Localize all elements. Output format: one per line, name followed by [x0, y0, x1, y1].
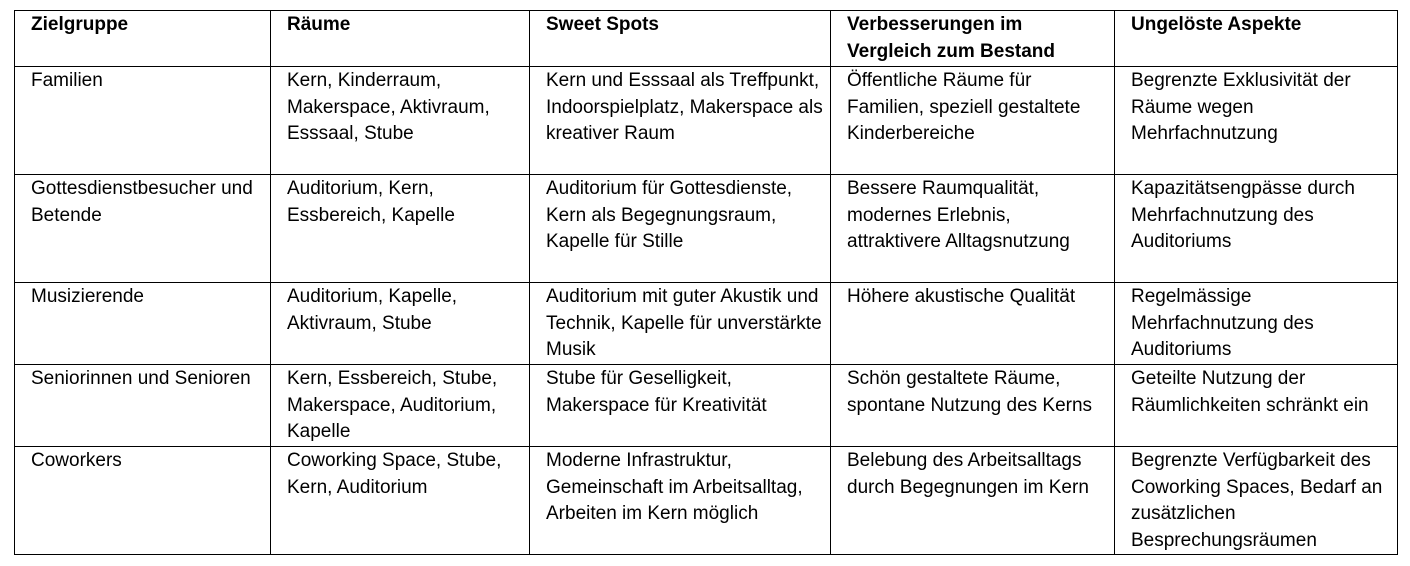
cell-verbesserungen: Belebung des Arbeitsalltags durch Begegnungen im Kern — [831, 447, 1115, 555]
cell-sweet-spots: Auditorium für Gottesdienste, Kern als Begegnungsraum, Kapelle für Stille — [530, 175, 831, 283]
cell-ungeloeste-aspekte: Geteilte Nutzung der Räumlichkeiten schränkt ein — [1115, 365, 1398, 447]
cell-zielgruppe: Coworkers — [15, 447, 271, 555]
table-row — [15, 283, 1398, 365]
target-groups-table — [14, 10, 1398, 555]
cell-raeume: Kern, Essbereich, Stube, Makerspace, Auditorium, Kapelle — [271, 365, 530, 447]
header-raeume: Räume — [271, 11, 530, 67]
cell-ungeloeste-aspekte: Kapazitätsengpässe durch Mehrfachnutzung des Auditoriums — [1115, 175, 1398, 283]
header-zielgruppe: Zielgruppe — [15, 11, 271, 67]
header-row — [15, 11, 1398, 67]
header-verbesserungen: Verbesserungen im Vergleich zum Bestand — [831, 11, 1115, 67]
cell-ungeloeste-aspekte: Begrenzte Exklusivität der Räume wegen Mehrfachnutzung — [1115, 67, 1398, 175]
cell-verbesserungen: Öffentliche Räume für Familien, speziell gestaltete Kinderbereiche — [831, 67, 1115, 175]
cell-raeume: Coworking Space, Stube, Kern, Auditorium — [271, 447, 530, 555]
cell-sweet-spots: Moderne Infrastruktur, Gemeinschaft im Arbeitsalltag, Arbeiten im Kern möglich — [530, 447, 831, 555]
cell-sweet-spots: Kern und Esssaal als Treffpunkt, Indoorspielplatz, Makerspace als kreativer Raum — [530, 67, 831, 175]
cell-raeume: Kern, Kinderraum, Makerspace, Aktivraum, Esssaal, Stube — [271, 67, 530, 175]
header-sweet-spots: Sweet Spots — [530, 11, 831, 67]
cell-verbesserungen: Schön gestaltete Räume, spontane Nutzung des Kerns — [831, 365, 1115, 447]
table-row — [15, 67, 1398, 175]
cell-ungeloeste-aspekte: Begrenzte Verfügbarkeit des Coworking Spaces, Bedarf an zusätzlichen Besprechungsräumen — [1115, 447, 1398, 555]
cell-zielgruppe: Familien — [15, 67, 271, 175]
cell-zielgruppe: Seniorinnen und Senioren — [15, 365, 271, 447]
table-row — [15, 365, 1398, 447]
table-row — [15, 447, 1398, 555]
cell-verbesserungen: Höhere akustische Qualität — [831, 283, 1115, 365]
cell-sweet-spots: Auditorium mit guter Akustik und Technik, Kapelle für unverstärkte Musik — [530, 283, 831, 365]
table-row — [15, 175, 1398, 283]
cell-zielgruppe: Musizierende — [15, 283, 271, 365]
cell-raeume: Auditorium, Kapelle, Aktivraum, Stube — [271, 283, 530, 365]
cell-verbesserungen: Bessere Raumqualität, modernes Erlebnis, attraktivere Alltagsnutzung — [831, 175, 1115, 283]
cell-raeume: Auditorium, Kern, Essbereich, Kapelle — [271, 175, 530, 283]
cell-ungeloeste-aspekte: Regelmässige Mehrfachnutzung des Auditoriums — [1115, 283, 1398, 365]
header-ungeloeste-aspekte: Ungelöste Aspekte — [1115, 11, 1398, 67]
cell-zielgruppe: Gottesdienstbesucher und Betende — [15, 175, 271, 283]
cell-sweet-spots: Stube für Geselligkeit, Makerspace für Kreativität — [530, 365, 831, 447]
